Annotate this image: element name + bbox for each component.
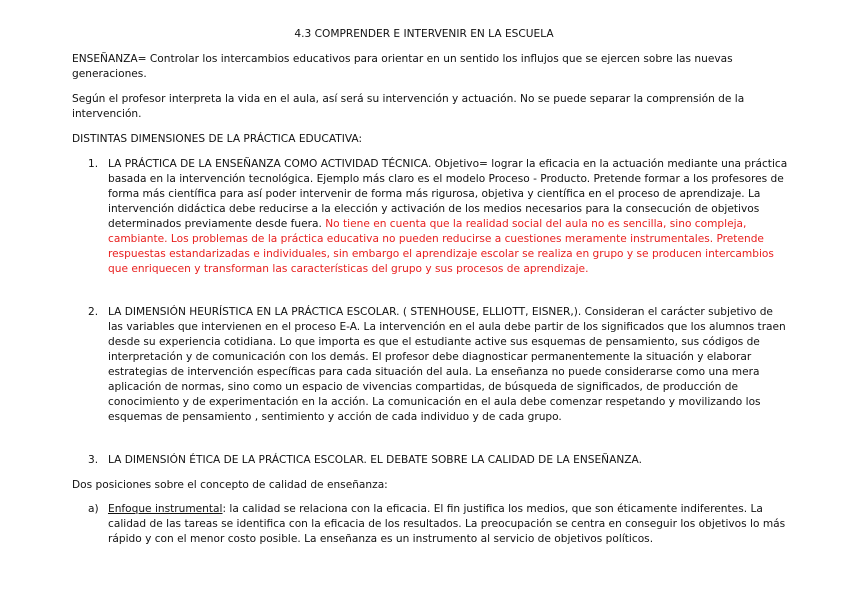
list-item-text: LA PRÁCTICA DE LA ENSEÑANZA COMO ACTIVIDAD TÉCNICA. Objetivo= lograr la eficacia en la actuación mediante una práctica basada en la intervención tecnológica. Ejemplo más claro es el modelo Proceso - Producto. Pretende formar a los profesores de forma más científica para así poder intervenir de forma más rigurosa, objetiva y científica en el proceso de aprendizaje. La intervención didáctica debe reducirse a la elección y activación de los medios necesarios para la consecución de objetivos determinados previamente desde fuera. xyxy=(108,158,788,230)
list-number: 3. xyxy=(88,454,99,466)
list-number: 1. xyxy=(88,158,99,170)
highlighted-critique: No tiene en cuenta que la realidad social del aula no es sencilla, sino compleja, cambiante. Los problemas de la práctica educativa no pueden reducirse a cuestiones meramente instrumentales. Pretende respuestas estandarizadas e individuales, sin embargo el aprendizaje escolar se realiza en grupo y se producen intercambios que enriquecen y transforman las características del grupo y sus procesos de aprendizaje. xyxy=(108,218,774,275)
list-item-technical xyxy=(88,157,788,277)
paragraph-quality-positions: Dos posiciones sobre el concepto de calidad de enseñanza: xyxy=(72,479,388,491)
page-title: 4.3 COMPRENDER E INTERVENIR EN LA ESCUELA xyxy=(294,28,554,40)
list-item-text: LA DIMENSIÓN ÉTICA DE LA PRÁCTICA ESCOLAR. EL DEBATE SOBRE LA CALIDAD DE LA ENSEÑANZA. xyxy=(108,454,642,466)
list-item-text: LA DIMENSIÓN HEURÍSTICA EN LA PRÁCTICA ESCOLAR. ( STENHOUSE, ELLIOTT, EISNER,). Consideran el carácter subjetivo de las variables que intervienen en el proceso E-A. La intervención en el aula debe partir de los significados que los alumnos traen desde su experiencia cotidiana. Lo que importa es que el estudiante active sus esquemas de pensamiento, sus códigos de interpretación y de comunicación con los demás. El profesor debe diagnosticar permanentemente la situación y elaborar estrategias de intervención específicas para cada situación del aula. La enseñanza no puede considerarse como una mera aplicación de normas, sino como un espacio de vivencias compartidas, de búsqueda de significados, de producción de conocimiento y de experimentación en la acción. La comunicación en el aula debe comenzar respetando y movilizando los esquemas de pensamiento , sentimiento y acción de cada individuo y de cada grupo. xyxy=(108,306,786,423)
list-item-ethical xyxy=(88,453,788,468)
paragraph-ensenanza: ENSEÑANZA= Controlar los intercambios educativos para orientar en un sentido los influjos que se ejercen sobre las nuevas generaciones. xyxy=(72,53,733,80)
paragraph-interpretation: Según el profesor interpreta la vida en el aula, así será su intervención y actuación. No se puede separar la comprensión de la intervención. xyxy=(72,93,745,120)
section-heading-dimensions: DISTINTAS DIMENSIONES DE LA PRÁCTICA EDUCATIVA: xyxy=(72,133,363,145)
list-item-body xyxy=(108,157,788,277)
list-letter: a) xyxy=(88,503,99,515)
list-number: 2. xyxy=(88,306,99,318)
list-item-heuristic xyxy=(88,305,788,425)
list-item-text: : la calidad se relaciona con la eficacia. El fin justifica los medios, que son éticamente indiferentes. La calidad de las tareas se identifica con la eficacia de los resultados. La preocupación se centra en conseguir los objetivos lo más rápido y con el menor costo posible. La enseñanza es un instrumento al servicio de objetivos políticos. xyxy=(108,503,786,545)
underlined-term: Enfoque instrumental xyxy=(108,503,223,515)
list-item-body xyxy=(108,502,788,547)
list-item-instrumental xyxy=(88,502,788,547)
